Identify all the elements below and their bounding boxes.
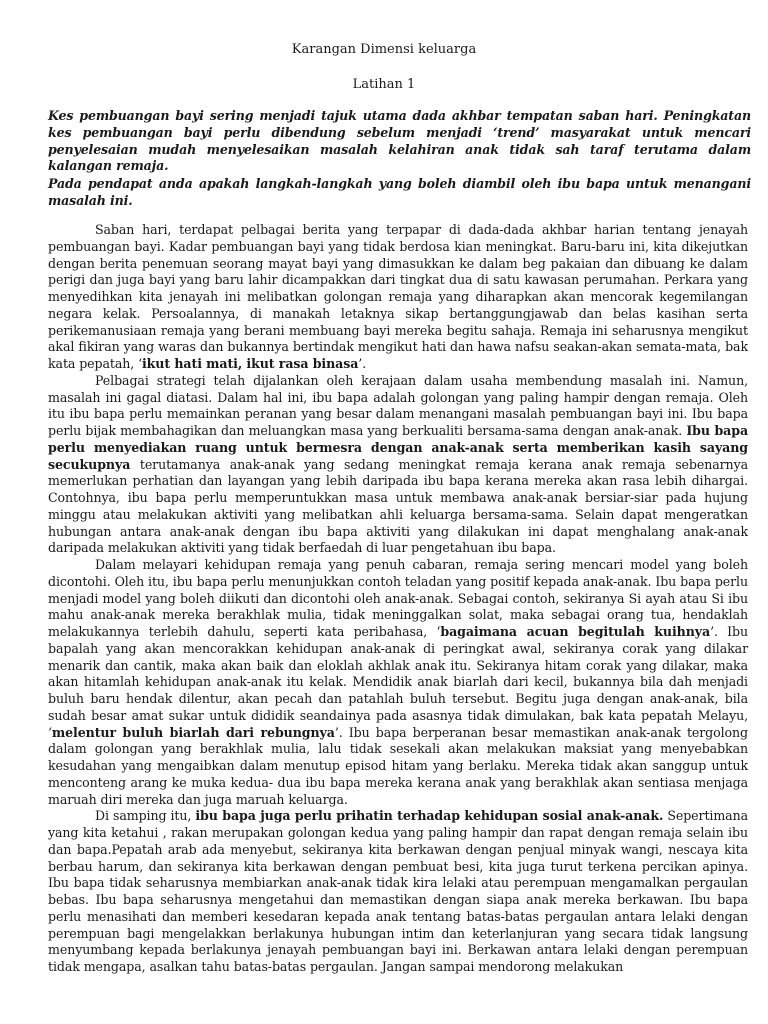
paragraph-text: Dalam melayari kehidupan remaja yang penuh cabaran, remaja sering mencari model yang boleh dicontohi. Oleh itu, ibu bapa perlu menunjukkan contoh teladan yang positif kepada anak-anak. Ibu bapa perlu menjadi model yang boleh diikuti dan dicontohi oleh anak-anak. Sebagai contoh, sekiranya Si ayah atau Si ibu mahu anak-anak mereka berakhlak mulia, tidak meninggalkan solat, maka sebagai orang tua, hendaklah melakukannya terlebih dahulu, seperti kata peribahasa, ‘	[48, 557, 748, 639]
paragraph-text: Sepertimana yang kita ketahui , rakan merupakan golongan kedua yang paling hampir dan rapat dengan remaja selain ibu dan bapa.Pepatah arab ada menyebut, sekiranya kita berkawan dengan penjual minyak wangi, nescaya kita berbau harum, dan sekiranya kita berkawan dengan pembuat besi, kita juga turut terkena percikan apinya. Ibu bapa tidak seharusnya membiarkan anak-anak tidak kira lelaki atau perempuan mengamalkan pergaulan bebas. Ibu bapa seharusnya mengetahui dan memastikan dengan siapa anak mereka berkawan. Ibu bapa perlu menasihati dan memberi kesedaran kepada anak tentang batas-batas pergaulan antara lelaki dengan perempuan bagi mengelakkan berlakunya hubungan intim dan keterlanjuran yang secara tidak langsung menyumbang kepada berlakunya jenayah pembuangan bayi ini. Berkawan antara lelaki dengan perempuan tidak mengapa, asalkan tahu batas-batas pergaulan. Jangan sampai mendorong melakukan	[48, 808, 749, 974]
question-intro: Kes pembuangan bayi sering menjadi tajuk utama dada akhbar tempatan saban hari. Peningkatan kes pembuangan bayi perlu dibendung sebelum menjadi ‘trend’ masyarakat untuk mencari penyelesaian mudah menyelesaikan masalah kelahiran anak tidak sah taraf terutama dalam kalangan remaja.	[48, 108, 751, 174]
emphasized-phrase: bagaimana acuan begitulah kuihnya	[440, 624, 711, 639]
exercise-heading: Latihan 1	[352, 77, 416, 92]
document-title: Karangan Dimensi keluarga	[291, 42, 477, 57]
paragraph-text: Saban hari, terdapat pelbagai berita yang terpapar di dada-dada akhbar harian tentang jenayah pembuangan bayi. Kadar pembuangan bayi yang tidak berdosa kian meningkat. Baru-baru ini, kita dikejutkan dengan berita penemuan seorang mayat bayi yang dimasukkan ke dalam beg pakaian dan dibuang ke dalam perigi dan juga bayi yang baru lahir dicampakkan dari tingkat dua di satu kawasan perumahan. Perkara yang menyedihkan kita jenayah ini melibatkan golongan remaja yang diharapkan akan mencorak kegemilangan negara kelak. Persoalannya, di manakah letaknya sikap bertanggungjawab dan belas kasihan serta perikemanusiaan remaja yang berani membuang bayi mereka begitu sahaja. Remaja ini seharusnya mengikut akal fikiran yang waras dan bukannya bertindak mengikut hati dan hawa nafsu seakan-akan semata-mata, bak kata pepatah, ‘	[48, 222, 748, 371]
emphasized-phrase: melentur buluh biarlah dari rebungnya	[51, 724, 335, 740]
emphasized-phrase: ikut hati mati, ikut rasa binasa	[142, 356, 359, 371]
essay-paragraph	[48, 808, 748, 976]
essay-paragraph	[48, 557, 748, 808]
essay-body	[48, 222, 748, 976]
paragraph-text: ’.	[358, 356, 367, 371]
essay-paragraph	[48, 222, 748, 373]
emphasized-phrase: ibu bapa juga perlu prihatin terhadap kehidupan sosial anak-anak.	[195, 808, 664, 824]
paragraph-text: ’. Ibu bapalah yang akan mencorakkan kehidupan anak-anak di peringkat awal, sekiranya corak yang dilakar menarik dan cantik, maka akan baik dan eloklah akhlak anak itu. Sekiranya hitam corak yang dilakar, maka akan hitamlah kehidupan anak-anak itu kelak. Mendidik anak biarlah dari kecil, bukannya bila dah menjadi buluh baru hendak dilentur, akan pecah dan patahlah buluh tersebut. Begitu juga dengan anak-anak, bila sudah besar amat sukar untuk dididik seandainya pada asasnya tidak dimulakan, bak kata pepatah Melayu, ‘	[48, 624, 748, 740]
paragraph-text: Pelbagai strategi telah dijalankan oleh kerajaan dalam usaha membendung masalah ini. Namun, masalah ini gagal diatasi. Dalam hal ini, ibu bapa adalah golongan yang paling hampir dengan remaja. Oleh itu ibu bapa perlu memainkan peranan yang besar dalam menangani masalah pembuangan bayi ini. Ibu bapa perlu bijak membahagikan dan meluangkan masa yang berkualiti bersama-sama dengan anak-anak.	[48, 372, 748, 438]
paragraph-text: Di samping itu,	[95, 808, 196, 824]
paragraph-text: ’. Ibu bapa berperanan besar memastikan anak-anak tergolong dalam golongan yang berakhlak mulia, lalu tidak sesekali akan melakukan maksiat yang menyebabkan kesudahan yang mengaibkan dalam menutup episod hitam yang berlaku. Mereka tidak akan sanggup untuk menconteng arang ke muka kedua- dua ibu bapa mereka kerana anak yang berakhlak akan sentiasa menjaga maruah diri mereka dan juga maruah keluarga.	[48, 724, 749, 807]
essay-paragraph	[48, 373, 748, 557]
emphasized-phrase: Ibu bapa perlu menyediakan ruang untuk bermesra dengan anak-anak serta memberikan kasih sayang secukupnya	[48, 423, 749, 472]
paragraph-text: terutamanya anak-anak yang sedang meningkat remaja kerana anak remaja sebenarnya memerlukan perhatian dan layangan yang lebih daripada ibu bapa kerana mereka akan rasa lebih dihargai. Contohnya, ibu bapa perlu memperuntukkan masa untuk membawa anak-anak bersiar-siar pada hujung minggu atau melakukan aktiviti yang melibatkan ahli keluarga bersama-sama. Selain dapat mengeratkan hubungan antara anak-anak dengan ibu bapa aktiviti yang dilakukan ini dapat menghalang anak-anak daripada melakukan aktiviti yang tidak berfaedah di luar pengetahuan ibu bapa.	[48, 456, 748, 556]
question-prompt: Pada pendapat anda apakah langkah-langkah yang boleh diambil oleh ibu bapa untuk menangani masalah ini.	[48, 176, 751, 208]
